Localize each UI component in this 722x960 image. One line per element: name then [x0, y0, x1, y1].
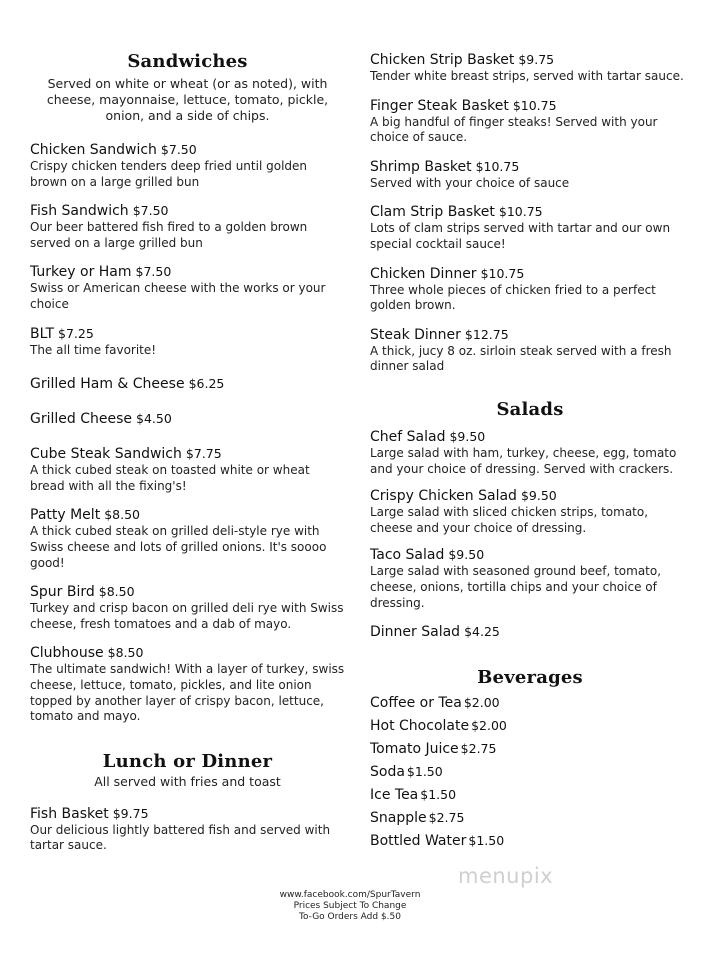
menu-item — [370, 97, 690, 146]
beverage-price: $2.00 — [463, 695, 500, 711]
beverage-name: Snapple — [370, 810, 427, 827]
item-name: Cube Steak Sandwich — [30, 446, 182, 463]
section-title-lunch-dinner: Lunch or Dinner — [102, 750, 273, 772]
item-name: Spur Bird — [30, 584, 95, 601]
item-name: Clubhouse — [30, 645, 104, 662]
section-title-beverages: Beverages — [477, 667, 583, 689]
section-description-sandwiches: Served on white or wheat (or as noted), with cheese, mayonnaise, lettuce, tomato, pickle, onion, and a side of chips. — [46, 76, 329, 123]
section-lunch-dinner-continued — [370, 51, 690, 375]
item-name: Patty Melt — [30, 507, 101, 524]
item-name: Fish Sandwich — [30, 203, 129, 220]
item-price: $7.50 — [132, 203, 169, 219]
item-name: Taco Salad — [370, 547, 445, 564]
item-description: The ultimate sandwich! With a layer of turkey, swiss cheese, lettuce, tomato, pickles, and lite onion topped by another layer of crispy bacon, lettuce, tomato and mayo. — [30, 662, 345, 724]
section-title-sandwiches: Sandwiches — [127, 51, 248, 72]
item-description: Large salad with seasoned ground beef, tomato, cheese, onions, tortilla chips and your choice of dressing. — [370, 564, 662, 610]
item-price: $10.75 — [480, 265, 525, 281]
item-description: A big handful of finger steaks! Served with your choice of sauce. — [370, 114, 658, 145]
beverage-name: Soda — [370, 764, 405, 781]
item-price: $9.50 — [520, 488, 557, 504]
item-name: Crispy Chicken Salad — [370, 488, 517, 505]
beverage-price: $1.50 — [420, 787, 457, 803]
menu-item — [30, 644, 345, 724]
item-description: Turkey and crisp bacon on grilled deli rye with Swiss cheese, fresh tomatoes and a dab of mayo. — [30, 601, 344, 631]
item-description: Large salad with ham, turkey, cheese, egg, tomato and your choice of dressing. Served with crackers. — [370, 445, 677, 476]
item-price: $4.50 — [136, 411, 172, 427]
beverage-item — [370, 763, 690, 781]
menu-item — [30, 410, 345, 428]
menu-item — [370, 51, 690, 85]
beverage-name: Coffee or Tea — [370, 695, 462, 712]
beverage-item — [370, 740, 690, 758]
menu-item — [30, 506, 345, 571]
menu-item — [370, 158, 690, 192]
beverage-price: $1.50 — [468, 833, 505, 849]
beverage-item — [370, 809, 690, 827]
beverage-item — [370, 786, 690, 804]
item-description: Swiss or American cheese with the works or your choice — [30, 281, 326, 311]
item-description: Tender white breast strips, served with tartar sauce. — [370, 69, 684, 83]
menu-item — [30, 141, 345, 190]
item-description: Lots of clam strips served with tartar and our own special cocktail sauce! — [370, 221, 671, 251]
menu-item — [370, 326, 690, 375]
menu-item — [370, 428, 690, 477]
menu-item — [30, 325, 345, 359]
item-name: Chicken Sandwich — [30, 142, 157, 158]
item-price: $8.50 — [104, 507, 140, 523]
section-beverages — [370, 667, 690, 850]
right-column — [370, 0, 690, 855]
item-description: Served with your choice of sauce — [370, 175, 570, 190]
menu-item — [370, 546, 690, 611]
item-price: $10.75 — [498, 204, 543, 220]
section-sandwiches — [30, 51, 345, 725]
item-name: Grilled Cheese — [30, 411, 133, 428]
footer-togo-note: To-Go Orders Add $.50 — [298, 912, 401, 922]
item-name: Chef Salad — [370, 428, 446, 445]
item-description: Crispy chicken tenders deep fried until golden brown on a large grilled bun — [30, 159, 308, 189]
beverage-item — [370, 694, 690, 712]
item-name: Turkey or Ham — [30, 264, 132, 281]
section-description-lunch-dinner: All served with fries and toast — [94, 773, 281, 789]
item-description: Our beer battered fish fired to a golden brown served on a large grilled bun — [30, 220, 308, 250]
menu-item — [370, 487, 690, 536]
item-price: $8.50 — [107, 645, 144, 661]
item-name: BLT — [30, 325, 55, 342]
beverage-name: Tomato Juice — [370, 741, 459, 758]
item-name: Finger Steak Basket — [370, 97, 509, 114]
item-price: $10.75 — [512, 97, 557, 113]
menu-item — [30, 263, 345, 312]
menu-item — [30, 375, 345, 393]
footer-website: www.facebook.com/SpurTavern — [279, 890, 421, 900]
menu-item — [30, 202, 345, 251]
item-price: $9.75 — [112, 805, 149, 821]
footer-prices-note: Prices Subject To Change — [293, 901, 407, 911]
menu-item — [370, 203, 690, 252]
item-description: A thick, jucy 8 oz. sirloin steak served with a fresh dinner salad — [370, 343, 672, 374]
menu-item — [370, 623, 690, 641]
section-title-salads: Salads — [496, 398, 564, 420]
beverage-item — [370, 832, 690, 850]
item-name: Clam Strip Basket — [370, 204, 495, 221]
beverage-price: $2.75 — [460, 741, 497, 757]
item-price: $12.75 — [464, 326, 509, 342]
beverage-item — [370, 717, 690, 735]
beverage-price: $2.75 — [428, 810, 465, 826]
item-name: Fish Basket — [30, 805, 109, 822]
item-price: $7.50 — [160, 142, 197, 157]
menu-item — [30, 805, 345, 854]
footer — [250, 890, 450, 923]
item-description: The all time favorite! — [30, 342, 157, 357]
item-name: Shrimp Basket — [370, 158, 472, 175]
item-name: Grilled Ham & Cheese — [30, 376, 185, 393]
item-price: $10.75 — [475, 158, 520, 174]
menu-item — [370, 265, 690, 314]
item-description: Large salad with sliced chicken strips, tomato, cheese and your choice of dressing. — [370, 505, 649, 535]
item-description: A thick cubed steak on toasted white or wheat bread with all the fixing's! — [30, 463, 310, 493]
beverage-price: $1.50 — [406, 764, 443, 780]
menupix-watermark: menupix — [458, 864, 554, 888]
item-name: Dinner Salad — [370, 624, 461, 641]
item-price: $4.25 — [464, 624, 500, 640]
item-description: Three whole pieces of chicken fried to a perfect golden brown. — [370, 282, 656, 313]
item-description: A thick cubed steak on grilled deli-style rye with Swiss cheese and lots of grilled onions. It's soooo good! — [30, 524, 327, 570]
menu-item — [30, 445, 345, 494]
item-price: $6.25 — [188, 376, 225, 392]
left-column — [30, 0, 345, 854]
item-name: Steak Dinner — [370, 326, 461, 343]
section-lunch-dinner — [30, 751, 345, 854]
item-price: $9.50 — [448, 547, 485, 563]
item-price: $7.50 — [135, 264, 172, 280]
beverage-price: $2.00 — [471, 718, 507, 734]
item-price: $9.75 — [518, 52, 555, 67]
item-description: Our delicious lightly battered fish and served with tartar sauce. — [30, 822, 331, 853]
item-name: Chicken Dinner — [370, 265, 477, 282]
section-salads — [370, 399, 690, 641]
menu-item — [30, 583, 345, 632]
beverage-name: Ice Tea — [370, 787, 419, 804]
item-price: $8.50 — [98, 584, 135, 600]
beverage-name: Hot Chocolate — [370, 718, 470, 735]
item-price: $9.50 — [449, 428, 486, 444]
beverage-name: Bottled Water — [370, 833, 467, 850]
item-price: $7.75 — [185, 446, 222, 462]
item-name: Chicken Strip Basket — [370, 52, 515, 68]
item-price: $7.25 — [58, 325, 94, 341]
